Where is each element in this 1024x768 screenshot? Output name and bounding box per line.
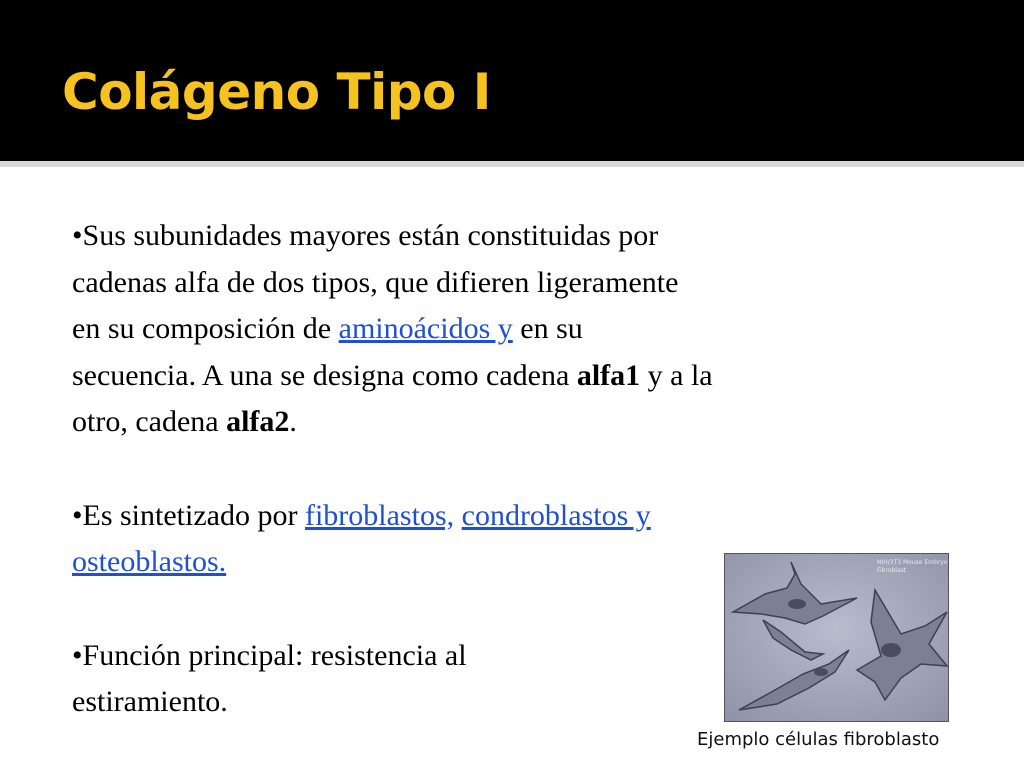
text-run: en su xyxy=(512,312,583,345)
link-aminoacidos[interactable]: aminoácidos y xyxy=(338,312,513,345)
slide-content xyxy=(0,167,1024,768)
term-alfa2: alfa2 xyxy=(226,405,290,438)
link-osteoblastos[interactable]: osteoblastos. xyxy=(72,545,227,578)
image-caption: Ejemplo células fibroblasto xyxy=(697,729,940,750)
text-run: y a la xyxy=(640,358,713,392)
slide-title: Colágeno Tipo I xyxy=(62,63,491,121)
micrograph-image xyxy=(725,554,948,721)
text-run: cadenas alfa de dos tipos, que difieren ligeramente xyxy=(72,265,679,299)
text-line xyxy=(72,306,942,353)
fibroblast-micrograph xyxy=(724,553,949,722)
text-run: estiramiento. xyxy=(72,685,228,718)
nucleus xyxy=(788,599,806,609)
text-line xyxy=(72,353,942,400)
text-line xyxy=(72,260,942,307)
text-run: •Sus subunidades mayores están constituidas por xyxy=(72,219,659,252)
text-line xyxy=(72,213,942,260)
term-alfa1: alfa1 xyxy=(576,358,641,392)
text-run: •Función principal: resistencia al xyxy=(72,638,467,672)
micrograph-label: NIH/3T3 Mouse Embryo xyxy=(877,559,948,566)
text-line xyxy=(72,493,942,540)
text-line xyxy=(72,399,942,446)
spacer xyxy=(72,446,942,493)
micrograph-label: Fibroblast xyxy=(877,567,907,574)
link-condroblastos[interactable]: condroblastos y xyxy=(461,498,651,532)
text-run: . xyxy=(289,405,297,438)
text-run: otro, cadena xyxy=(72,405,227,438)
text-run: en su composición de xyxy=(72,312,339,345)
bullet-subunits xyxy=(72,213,942,446)
nucleus xyxy=(814,668,828,676)
slide-header xyxy=(0,0,1024,160)
nucleus xyxy=(881,643,901,657)
text-run: secuencia. A una se designa como cadena xyxy=(72,358,577,392)
text-run: •Es sintetizado por xyxy=(72,498,305,532)
text-run xyxy=(454,499,462,532)
link-fibroblastos[interactable]: fibroblastos, xyxy=(304,498,455,532)
